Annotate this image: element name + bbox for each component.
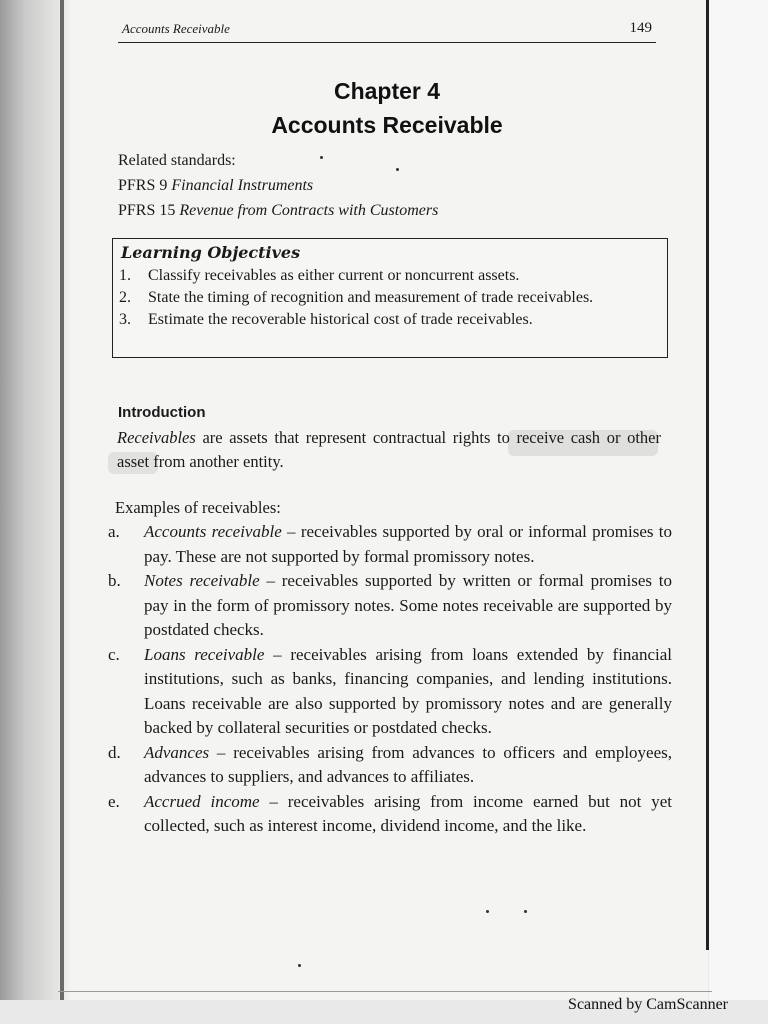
scan-speck [320,156,323,159]
learning-objectives-box [112,238,668,358]
learning-objectives-title: Learning Objectives [121,243,301,262]
objective-item [119,309,659,331]
example-text [144,643,672,741]
page-gutter-edge [60,0,64,1000]
example-description: – receivables supported by written or formal promises to pay in the form of promissory notes. Some notes receivable are supported by postdated checks. [144,571,672,639]
example-term: Notes receivable [144,571,260,590]
objective-text: Estimate the recoverable historical cost of trade receivables. [148,311,533,328]
example-item [108,569,672,643]
example-term: Accounts receivable [144,522,282,541]
page-right-edge [706,0,709,950]
scan-speck [396,168,399,171]
learning-objectives-list [119,265,659,331]
standard-title: Financial Instruments [171,177,314,194]
example-text [144,520,672,569]
example-description: – receivables supported by oral or informal promises to pay. These are not supported by formal promissory notes. [144,522,673,566]
example-term: Accrued income [144,791,260,811]
example-description: – receivables arising from loans extended by financial institutions, such as banks, financing companies, and lending institutions. Loans receivable are also supported by promissory notes and are generally backed by collateral securities or postdated checks. [144,644,673,737]
introduction-paragraph [117,426,661,474]
objective-text: State the timing of recognition and measurement of trade receivables. [148,289,594,306]
chapter-label: Chapter 4 [333,78,441,104]
scan-speck [486,910,489,913]
standard-code: PFRS 9 [118,177,168,194]
running-head: Accounts Receivable [122,21,230,36]
example-description: – receivables arising from advances to officers and employees, advances to suppliers, and advances to affiliates. [144,742,673,786]
objective-number: 2. [119,289,131,306]
footer-rule [58,991,712,992]
objective-number: 1. [119,267,131,284]
objective-item [119,287,659,309]
example-letter: a. [108,522,120,541]
example-letter: c. [108,644,120,664]
objective-number: 3. [119,311,131,328]
examples-list [108,520,672,839]
example-text [144,741,672,790]
example-term: Loans receivable [144,644,265,664]
standard-title: Revenue from Contracts with Customers [179,202,439,219]
example-term: Advances [144,742,210,762]
page-number: 149 [629,20,652,36]
example-item [108,790,672,839]
example-letter: e. [108,791,120,811]
example-item [108,741,672,790]
chapter-title: Accounts Receivable [271,112,503,138]
example-letter: d. [108,742,121,762]
standards-heading: Related standards: [118,152,236,169]
example-item [108,643,672,741]
receivables-definition: are assets that represent contractual rights to receive cash or other asset from another entity. [117,428,661,471]
standard-item [118,173,658,198]
scanner-watermark: Scanned by CamScanner [568,996,728,1013]
scan-speck [298,964,301,967]
standard-code: PFRS 15 [118,202,176,219]
examples-intro: Examples of receivables: [115,498,281,517]
page-header [118,18,656,43]
example-item [108,520,672,569]
scan-speck [524,910,527,913]
example-description: – receivables arising from income earned but not yet collected, such as interest income, dividend income, and the like. [144,791,672,835]
objective-text: Classify receivables as either current or noncurrent assets. [148,267,520,284]
objective-item [119,265,659,287]
standard-item [118,198,658,223]
receivables-term: Receivables [117,428,196,447]
scan-background [709,0,768,1000]
example-text [144,790,672,839]
introduction-heading: Introduction [118,404,206,421]
related-standards [118,148,658,223]
example-letter: b. [108,571,121,590]
example-text [144,569,672,643]
